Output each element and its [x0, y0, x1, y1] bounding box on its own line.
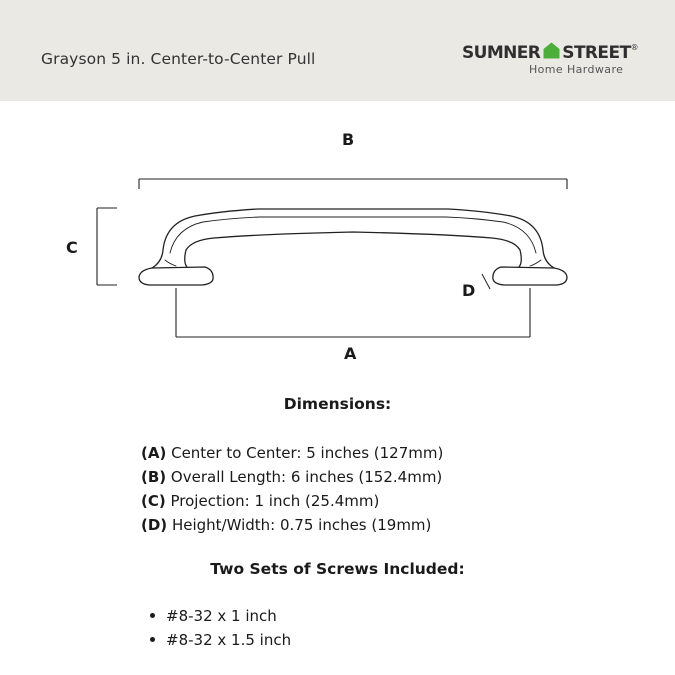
- cabinet-pull-drawing: [139, 209, 567, 285]
- screw-text: #8-32 x 1 inch: [166, 607, 277, 625]
- dimension-item-b: [141, 465, 443, 489]
- brand-word-1: SUMNER: [462, 43, 541, 63]
- screws-heading: Two Sets of Screws Included:: [210, 560, 465, 578]
- product-title: Grayson 5 in. Center-to-Center Pull: [41, 50, 316, 68]
- dimension-key: (C): [141, 492, 166, 510]
- list-item: [150, 604, 291, 628]
- dimension-b-bracket: [139, 179, 567, 189]
- brand-subtitle: Home Hardware: [529, 63, 624, 76]
- dimension-key: (A): [141, 444, 167, 462]
- dimension-c-bracket: [97, 208, 117, 285]
- dimension-key: (D): [141, 516, 168, 534]
- brand-logo: [462, 42, 642, 82]
- dimension-a-bracket: [176, 288, 530, 337]
- dimensions-list: [141, 441, 443, 537]
- screw-text: #8-32 x 1.5 inch: [166, 631, 292, 649]
- label-a: A: [344, 344, 357, 363]
- label-d: D: [462, 281, 476, 300]
- brand-word-2: STREET: [562, 43, 631, 63]
- brand-name: [462, 42, 638, 63]
- dimensions-heading: Dimensions:: [283, 395, 392, 413]
- dimension-text: Height/Width: 0.75 inches (19mm): [167, 516, 432, 534]
- dimension-key: (B): [141, 468, 167, 486]
- house-icon: [543, 42, 560, 59]
- dimension-d-marker: [482, 274, 490, 289]
- dimension-text: Center to Center: 5 inches (127mm): [166, 444, 444, 462]
- header-banner: [0, 0, 675, 101]
- list-item: [150, 628, 291, 652]
- dimension-item-a: [141, 441, 443, 465]
- bullet-icon: [150, 613, 155, 618]
- registered-mark: ®: [630, 43, 638, 52]
- label-b: B: [342, 130, 355, 149]
- label-c: C: [66, 238, 78, 257]
- dimension-text: Overall Length: 6 inches (152.4mm): [166, 468, 443, 486]
- dimension-item-c: [141, 489, 443, 513]
- dimension-item-d: [141, 513, 443, 537]
- pull-dimension-diagram: [0, 101, 675, 381]
- bullet-icon: [150, 637, 155, 642]
- screws-list: [150, 604, 291, 652]
- dimension-text: Projection: 1 inch (25.4mm): [165, 492, 380, 510]
